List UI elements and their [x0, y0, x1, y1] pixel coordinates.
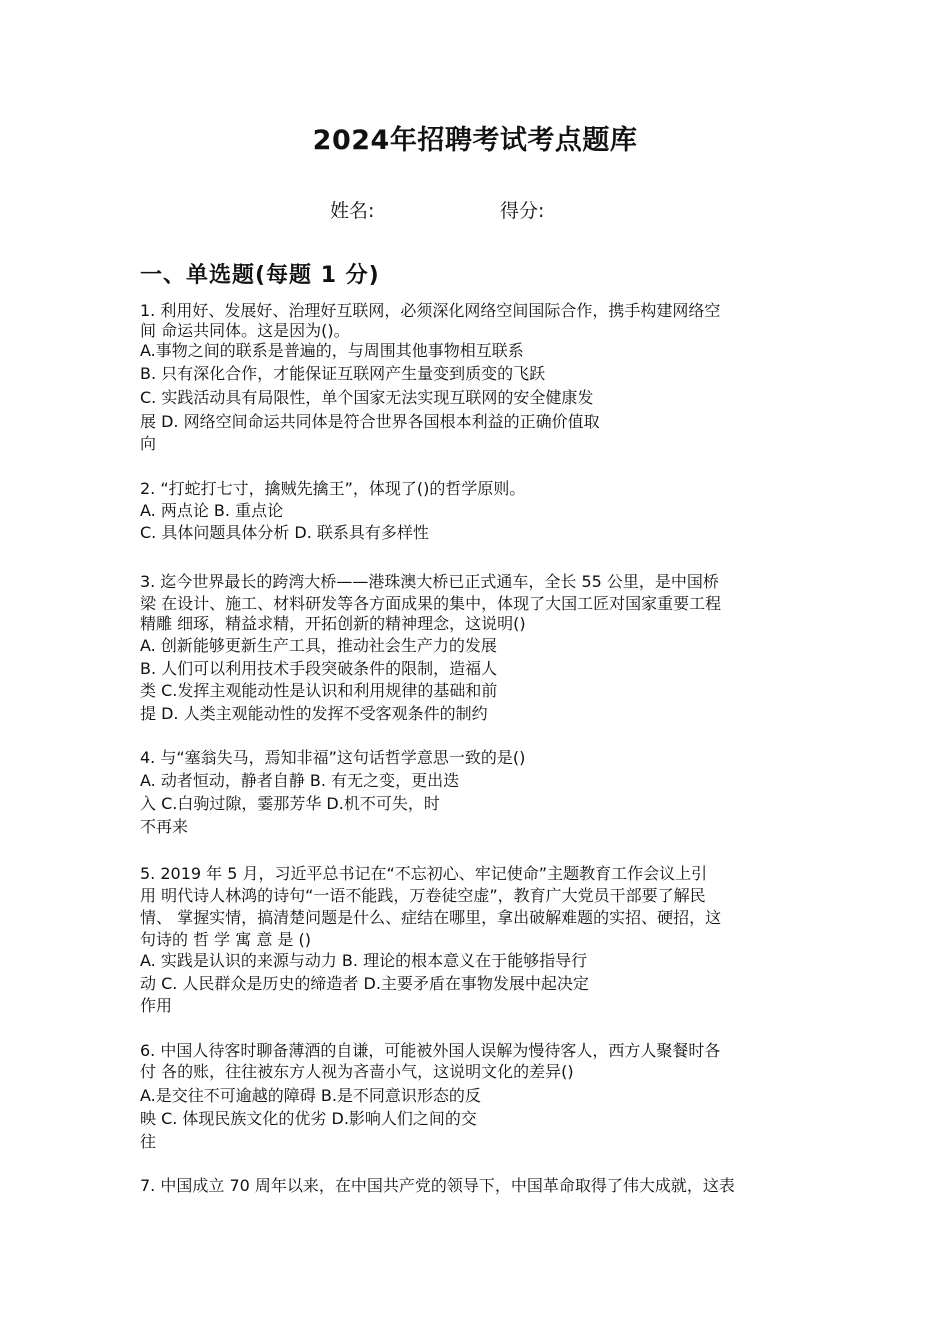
text-line: 映 C. 体现民族文化的优劣 D.影响人们之间的交 [140, 1109, 477, 1128]
text-line: B. 只有深化合作，才能保证互联网产生量变到质变的飞跃 [140, 364, 546, 383]
text-line: A. 动者恒动，静者自静 B. 有无之变，更出迭 [140, 771, 460, 790]
section-title: 一、单选题(每题 1 分) [140, 263, 380, 288]
text-line: 展 D. 网络空间命运共同体是符合世界各国根本利益的正确价值取 [140, 412, 600, 431]
text-line: 向 [140, 434, 157, 453]
text-line: 5. 2019 年 5 月，习近平总书记在“不忘初心、牢记使命”主题教育工作会议上引 [140, 864, 708, 883]
text-line: A. 实践是认识的来源与动力 B. 理论的根本意义在于能够指导行 [140, 951, 588, 970]
text-line: 2. “打蛇打七寸，擒贼先擒王”，体现了()的哲学原则。 [140, 479, 526, 498]
text-line: B. 人们可以利用技术手段突破条件的限制，造福人 [140, 659, 498, 678]
text-line: 动 C. 人民群众是历史的缔造者 D.主要矛盾在事物发展中起决定 [140, 974, 589, 993]
text-line: 精雕 细琢，精益求精，开拓创新的精神理念，这说明() [140, 614, 526, 633]
text-line: 不再来 [140, 817, 189, 836]
text-line: A. 两点论 B. 重点论 [140, 501, 284, 520]
text-line: A.事物之间的联系是普遍的，与周围其他事物相互联系 [140, 341, 524, 360]
text-line: 1. 利用好、发展好、治理好互联网，必须深化网络空间国际合作，携手构建网络空 [140, 301, 721, 320]
text-line: C. 实践活动具有局限性，单个国家无法实现互联网的安全健康发 [140, 388, 594, 407]
text-line: 梁 在设计、施工、材料研发等各方面成果的集中，体现了大国工匠对国家重要工程 [140, 594, 722, 613]
text-line: 类 C.发挥主观能动性是认识和利用规律的基础和前 [140, 681, 498, 700]
text-line: C. 具体问题具体分析 D. 联系具有多样性 [140, 523, 429, 542]
text-line: 入 C.白驹过隙，霎那芳华 D.机不可失，时 [140, 794, 440, 813]
text-line: 付 各的账，往往被东方人视为吝啬小气，这说明文化的差异() [140, 1062, 574, 1081]
text-line: 间 命运共同体。这是因为()。 [140, 321, 350, 340]
text-line: 往 [140, 1132, 157, 1151]
text-line: A. 创新能够更新生产工具，推动社会生产力的发展 [140, 636, 497, 655]
text-line: 4. 与“塞翁失马，焉知非福”这句话哲学意思一致的是() [140, 748, 526, 767]
name-label: 姓名: [330, 200, 375, 222]
text-line: 用 明代诗人林鸿的诗句“一语不能践，万卷徒空虚”，教育广大党员干部要了解民 [140, 886, 706, 905]
text-line: 作用 [140, 996, 173, 1015]
text-line: 提 D. 人类主观能动性的发挥不受客观条件的制约 [140, 704, 488, 723]
document-title: 2024年招聘考试考点题库 [312, 125, 638, 156]
text-line: 句诗的 哲 学 寓 意 是 () [140, 930, 312, 949]
text-line: 3. 迄今世界最长的跨湾大桥——港珠澳大桥已正式通车，全长 55 公里，是中国桥 [140, 572, 719, 591]
text-line: 7. 中国成立 70 周年以来，在中国共产党的领导下，中国革命取得了伟大成就，这表 [140, 1176, 735, 1195]
text-line: 情、 掌握实情，搞清楚问题是什么、症结在哪里，拿出破解难题的实招、硬招，这 [140, 908, 722, 927]
text-line: A.是交往不可逾越的障碍 B.是不同意识形态的反 [140, 1086, 481, 1105]
score-label: 得分: [500, 200, 545, 222]
text-line: 6. 中国人待客时聊备薄酒的自谦，可能被外国人误解为慢待客人，西方人聚餐时各 [140, 1041, 721, 1060]
